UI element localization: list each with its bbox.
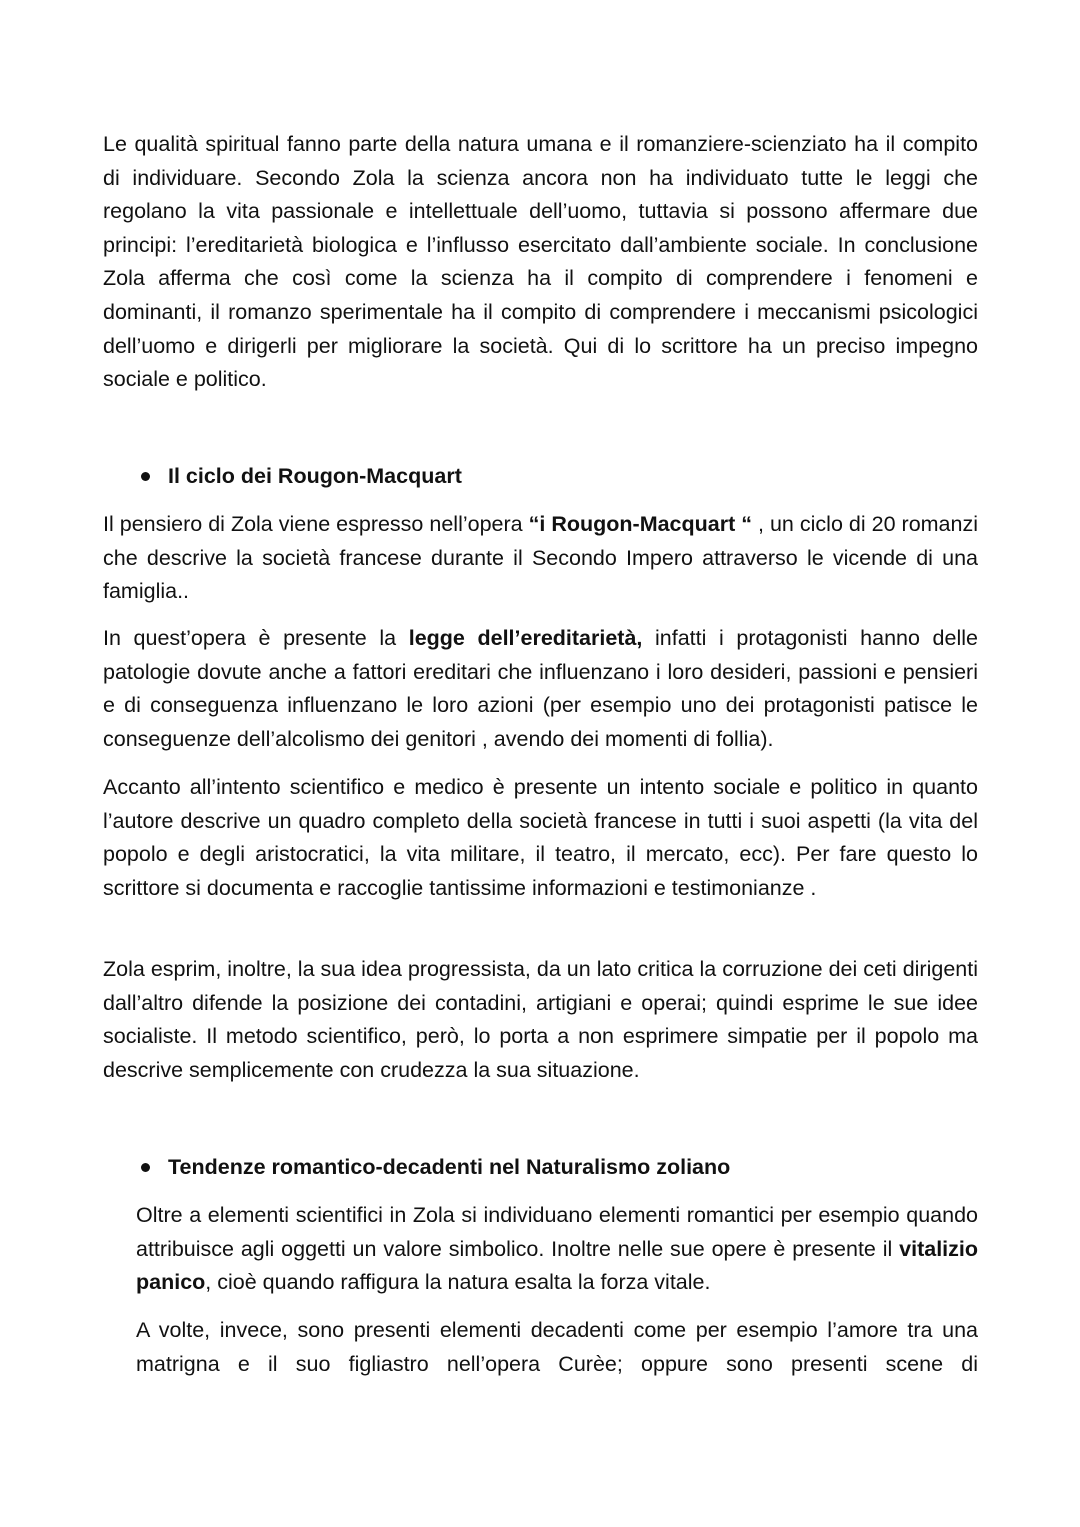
paragraph-text: In quest’opera è presente la (103, 626, 409, 650)
bullet-icon (141, 472, 150, 481)
paragraph-text: Oltre a elementi scientifici in Zola si individuano elementi romantici per esempio quando attribuisce agli oggetti un valore simbolico. Inoltre nelle sue opere è presente il (136, 1203, 978, 1261)
paragraph-intento-sociale (103, 771, 978, 905)
bullet-icon (141, 1163, 150, 1172)
paragraph-text: Accanto all’intento scientifico e medico è presente un intento sociale e politico in quanto l’autore descrive un quadro completo della società francese in tutti i suoi aspetti (la vita del popolo e degli aristocratici, la vita militare, il teatro, il mercato, ecc). Per fare questo lo scrittore si documenta e raccoglie tantissime informazioni e testimonianze . (103, 775, 978, 900)
paragraph-text: infatti i protagonisti hanno delle patologie dovute anche a fattori ereditari che influenzano i loro desideri, passioni e pensieri e di conseguenza influenzano le loro azioni (per esempio uno dei protagonisti patisce le conseguenze dell’alcolismo dei genitori , avendo dei momenti di follia). (103, 626, 978, 751)
bold-term: vitalizio panico (136, 1236, 978, 1295)
paragraph-text: Il pensiero di Zola viene espresso nell’opera (103, 512, 529, 536)
paragraph-text: Zola esprim, inoltre, la sua idea progressista, da un lato critica la corruzione dei ceti dirigenti dall’altro difende la posizione dei contadini, artigiani e operai; quindi esprime le sue idee socialiste. Il metodo scientifico, però, lo porta a non esprimere simpatie per il popolo ma descrive semplicemente con crudezza la sua situazione. (103, 957, 978, 1082)
paragraph-rougon-macquart (103, 508, 978, 609)
paragraph-elementi-decadenti (136, 1314, 978, 1381)
paragraph-elementi-romantici (136, 1199, 978, 1300)
paragraph-ereditarieta (103, 622, 978, 756)
work-title: “i Rougon-Macquart “ (528, 512, 753, 536)
paragraph-text: , cioè quando raffigura la natura esalta la forza vitale. (205, 1270, 711, 1295)
paragraph-text: A volte, invece, sono presenti elementi decadenti come per esempio l’amore tra una matrigna e il suo figliastro nell’opera Curèe; oppure sono presenti scene di (136, 1318, 978, 1376)
section-heading-rougon-macquart: Il ciclo dei Rougon-Macquart (168, 464, 462, 488)
bold-term: legge dell’ereditarietà, (408, 626, 643, 650)
paragraph-intro-text: Le qualità spiritual fanno parte della natura umana e il romanziere-scienziato ha il compito di individuare. Secondo Zola la scienza ancora non ha individuato tutte le leggi che regolano la vita passionale e intellettuale dell’uomo, tuttavia si possono affermare due principi: l’ereditarietà biologica e l’influsso esercitato dall’ambiente sociale. In conclusione Zola afferma che così come la scienza ha il compito di comprendere i fenomeni e dominanti, il romanzo sperimentale ha il compito di comprendere i meccanismi psicologici dell’uomo e dirigerli per migliorare la società. Qui di lo scrittore ha un preciso impegno sociale e politico. (103, 132, 978, 392)
paragraph-intro (103, 128, 978, 397)
paragraph-idea-progressista (103, 953, 978, 1087)
section-heading-tendenze: Tendenze romantico-decadenti nel Naturalismo zoliano (168, 1155, 731, 1179)
paragraph-text: , un ciclo di 20 romanzi che descrive la società francese durante il Secondo Impero attraverso le vicende di una famiglia.. (103, 512, 978, 604)
